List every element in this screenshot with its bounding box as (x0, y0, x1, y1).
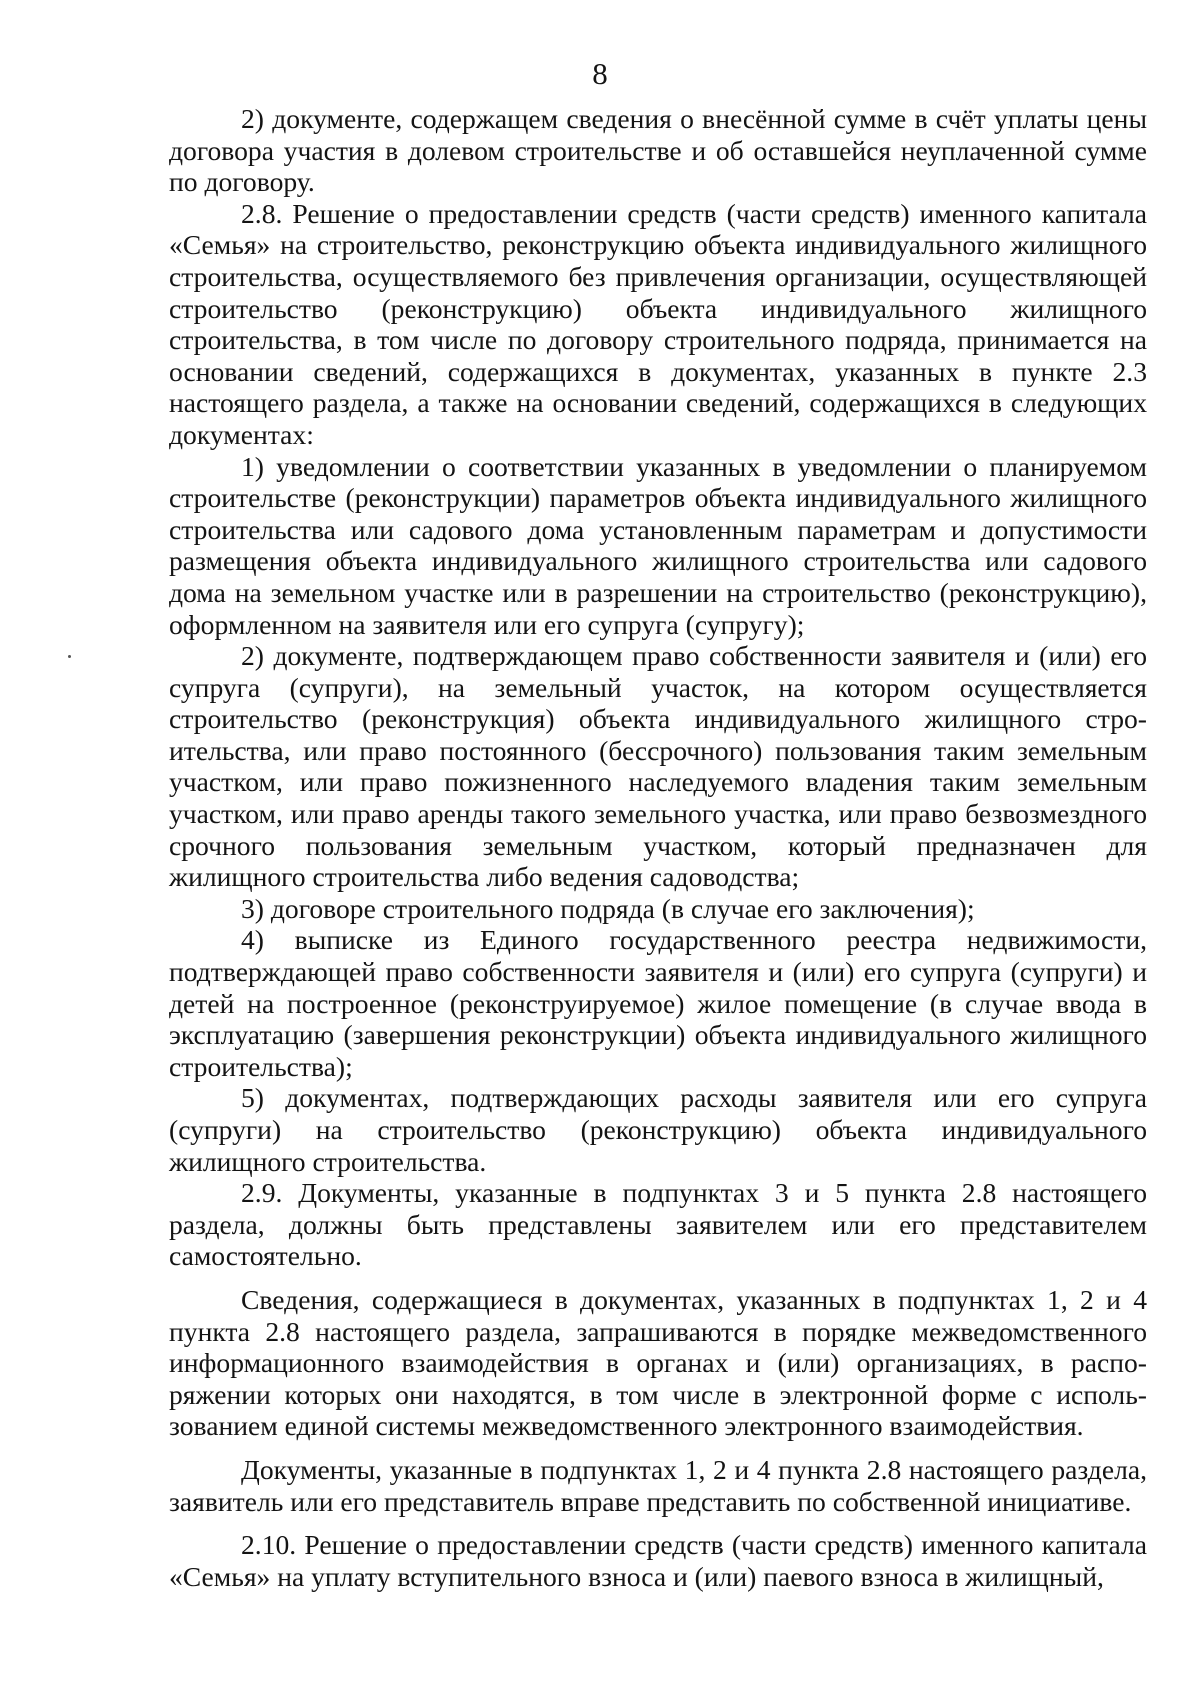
paragraph-2-9: 2.9. Документы, указанные в подпунктах 3 и 5 пункта 2.8 настоящего раздела, должны быть представлены заявителем или его представителем самостоятельно. (169, 1177, 1147, 1272)
paragraph-2-9-interagency: Сведения, содержащиеся в документах, указанных в подпунктах 1, 2 и 4 пункта 2.8 настоящего раздела, запрашиваются в порядке межведомственного информационного взаимодействия в органах и (или) организациях, в распоряжении которых они находятся, в том числе в электронной форме с использованием единой системы межведомственного электронного взаимодействия. (169, 1283, 1147, 1442)
paragraph-2-9-own-initiative: Документы, указанные в подпунктах 1, 2 и 4 пункта 2.8 настоящего раздела, заявитель или его представитель вправе представить по собственной инициативе. (169, 1453, 1147, 1517)
paragraph-2-8-item-1: 1) уведомлении о соответствии указанных в уведомлении о планируемом строительстве (реконструкции) параметров объекта индивидуального жилищного строительства или садового дома установленным параметрам и допустимости размещения объекта индивидуального жилищного строительства или садового дома на земельном участке или в разрешении на строительство (реконструкцию), оформленном на заявителя или его супруга (супругу); (169, 450, 1147, 640)
paragraph-2-8-item-3: 3) договоре строительного подряда (в случае его заключения); (241, 892, 975, 924)
paragraph-2-10: 2.10. Решение о предоставлении средств (части средств) именного капитала «Семья» на уплату вступительного взноса и (или) паевого взноса в жилищный, (169, 1529, 1147, 1592)
page-number: 8 (592, 56, 608, 91)
scan-speck (68, 655, 71, 658)
paragraph-2-8: 2.8. Решение о предоставлении средств (части средств) именного капитала «Семья» на строительство, реконструкцию объекта индивидуального жилищного строительства, осуществляемого без привлечения организации, осуществляющей строительство (реконструкцию) объекта индивидуального жилищного строительства, в том числе по договору строительного подряда, принимается на основании сведений, содержащихся в документах, указанных в пункте 2.3 настоящего раздела, а также на основании сведений, содержащихся в следующих документах: (169, 197, 1147, 450)
document-body (169, 103, 1147, 1592)
paragraph-2-2-item-2: 2) документе, содержащем сведения о внесённой сумме в счёт уплаты цены договора участия в долевом строительстве и об оставшейся неуплаченной сумме по договору. (169, 103, 1147, 198)
paragraph-2-8-item-2: 2) документе, подтверждающем право собственности заявителя и (или) его супруга (супруги), на земельный участок, на котором осуществляется строительство (реконструкция) объекта индивидуального жилищного строительства, или право постоянного (бессрочного) пользования таким земельным участком, или право пожизненного наследуемого владения таким земельным участком, или право аренды такого земельного участка, или право безвозмездного срочного пользования земельным участком, который предназначен для жилищного строительства либо ведения садоводства; (169, 640, 1147, 893)
paragraph-2-8-item-4: 4) выписке из Единого государственного реестра недвижимости, подтверждающей право собственности заявителя и (или) его супруга (супруги) и детей на построенное (реконструируемое) жилое помещение (в случае ввода в эксплуатацию (завершения реконструкции) объекта индивидуального жилищного строительства); (169, 924, 1147, 1082)
paragraph-2-8-item-5: 5) документах, подтверждающих расходы заявителя или его супруга (супруги) на строительство (реконструкцию) объекта индивидуального жилищного строительства. (169, 1082, 1147, 1177)
